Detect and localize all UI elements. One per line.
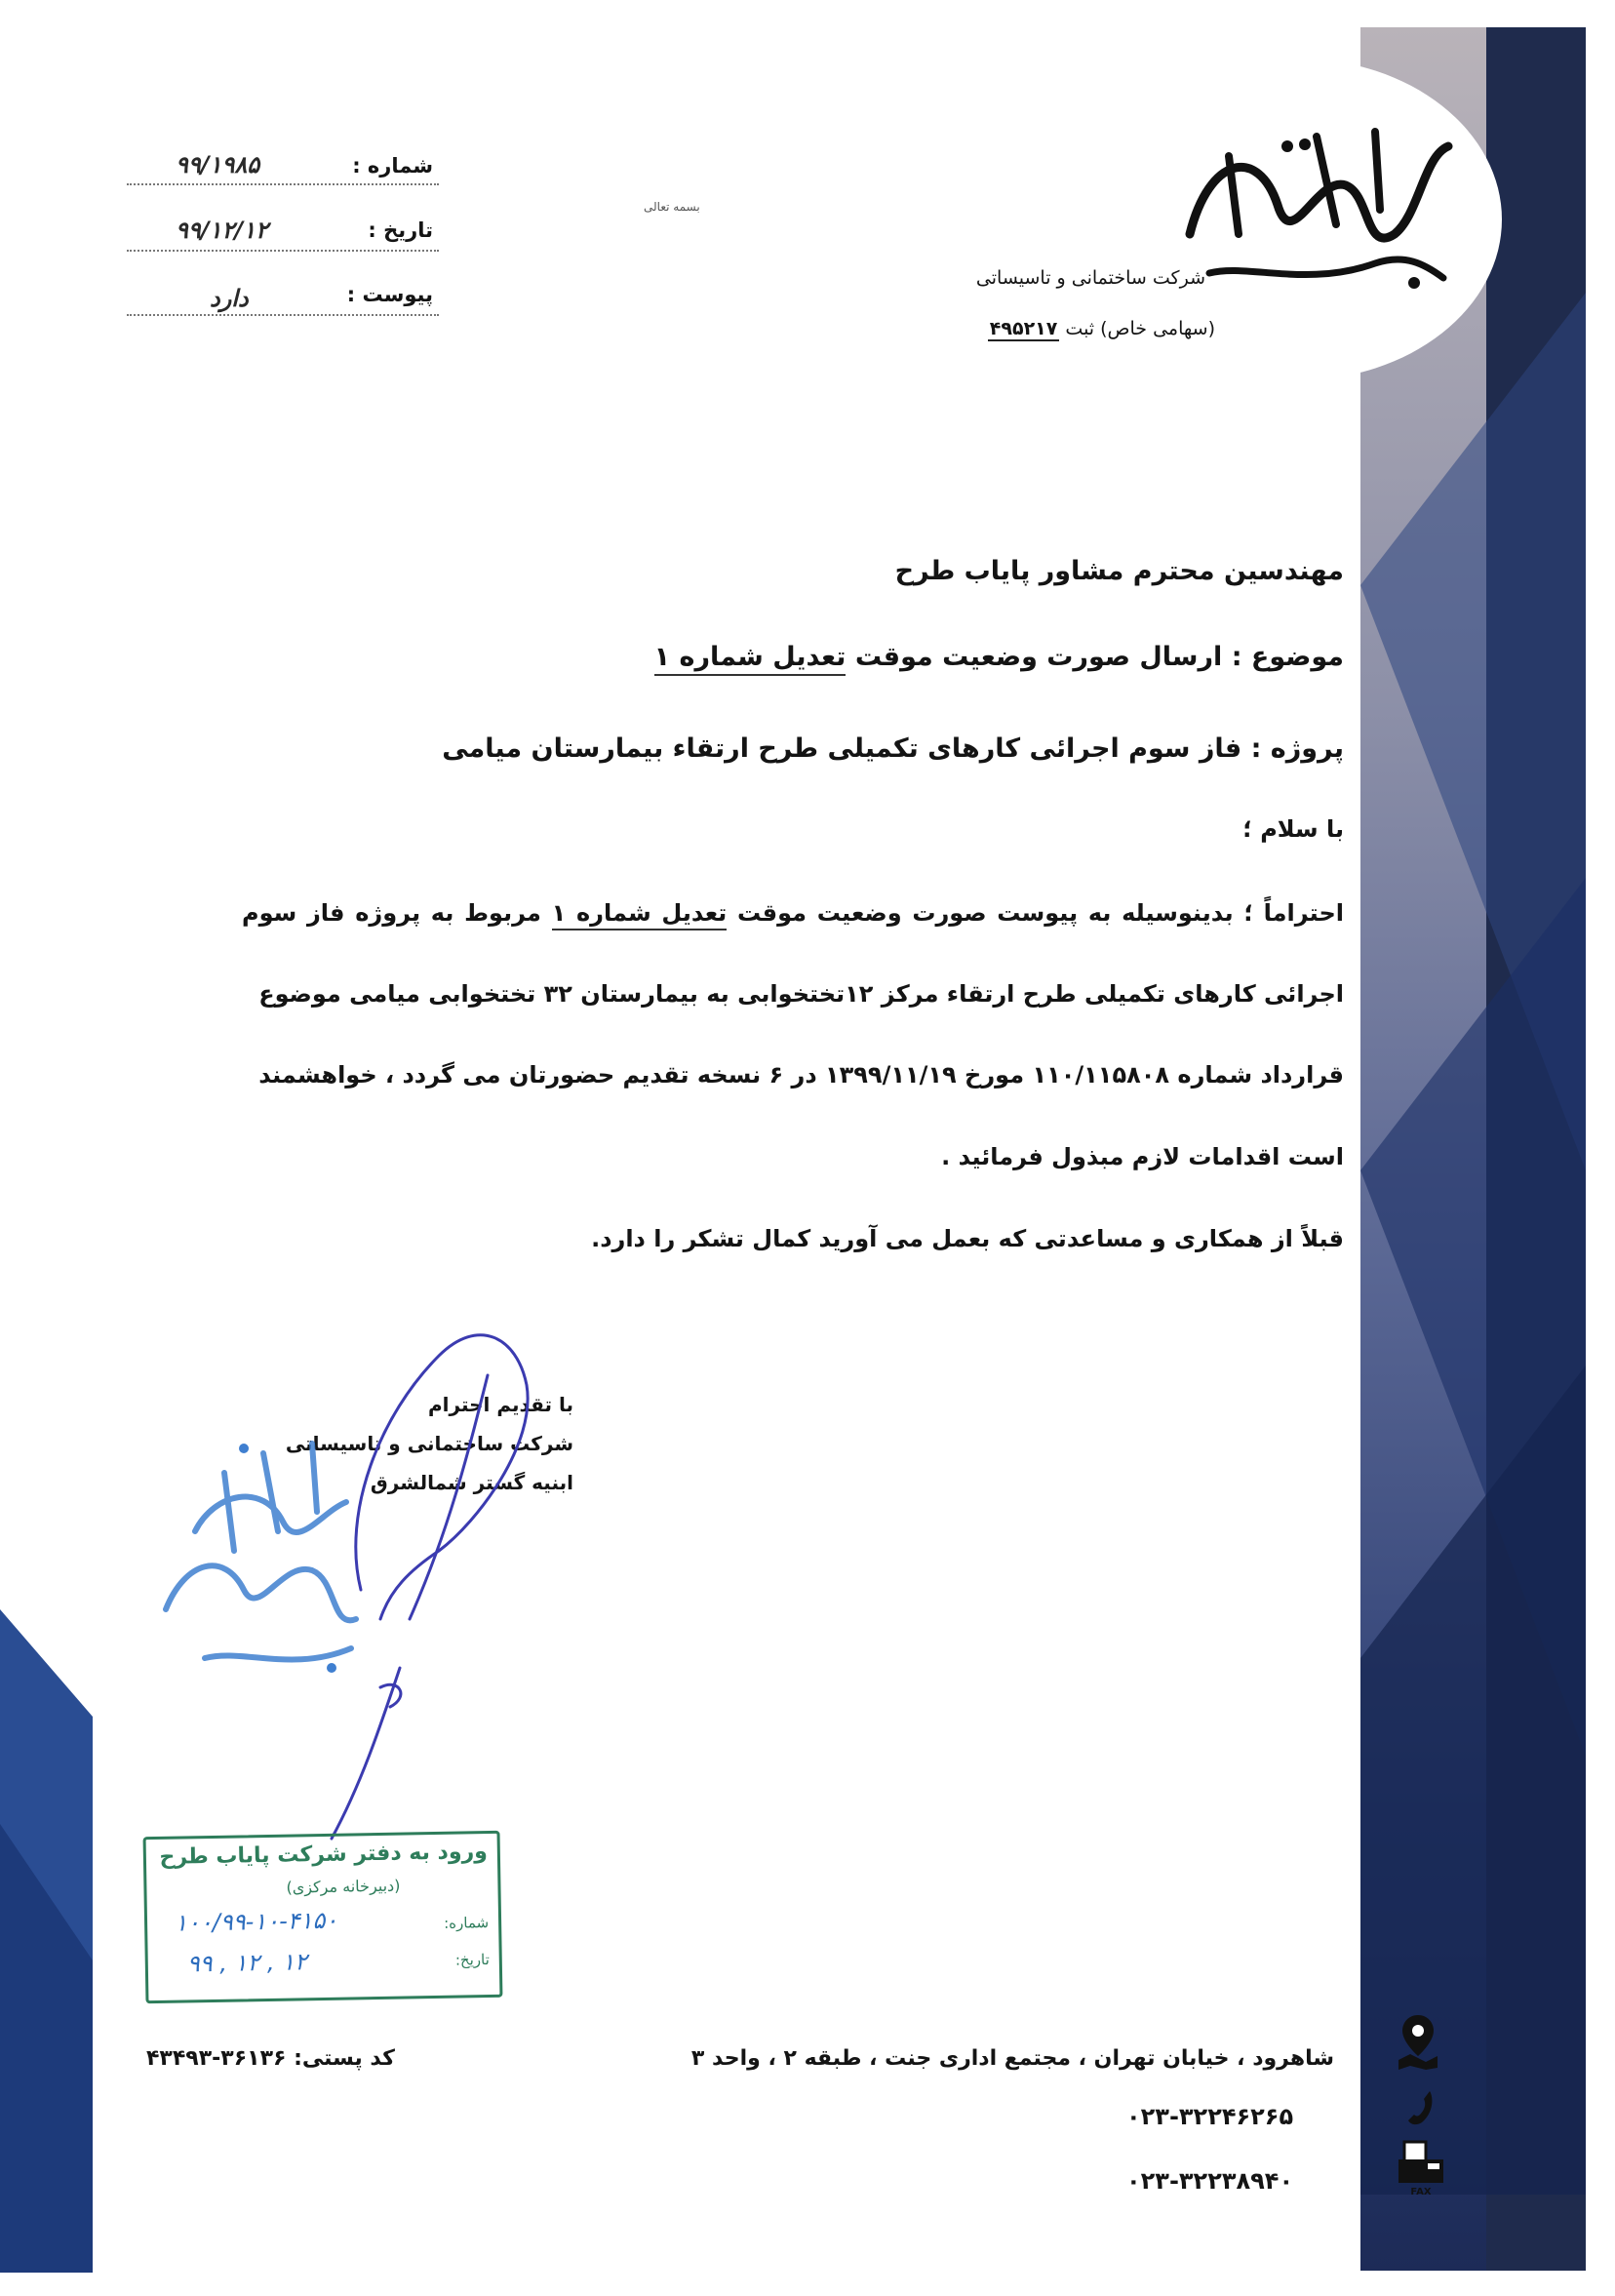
body-line-1-end: مربوط به پروژه فاز سوم	[242, 899, 541, 927]
company-logo	[1170, 117, 1463, 302]
signature-line-1: با تقدیم احترام	[428, 1393, 573, 1416]
received-stamp-number: ۱۰۰/۹۹-۱۰-۴۱۵۰	[174, 1906, 338, 1937]
received-stamp	[143, 1831, 503, 2003]
footer-postal	[146, 2046, 395, 2071]
recipient: مهندسین محترم مشاور پایاب طرح	[894, 556, 1344, 586]
decorative-band-facets	[1360, 293, 1586, 2195]
postal-value: ۳۶۱۳۶-۴۳۴۹۳	[146, 2046, 287, 2071]
phone-icon	[1404, 2087, 1439, 2130]
footer-phone: ۰۲۳-۳۲۲۴۶۲۶۵	[1126, 2103, 1294, 2130]
handwritten-signature	[322, 1297, 566, 1843]
date-label: تاریخ :	[368, 218, 433, 242]
received-stamp-subtitle: (دبیرخانه مرکزی)	[286, 1876, 401, 1897]
body-line-3: قرارداد شماره ۱۱۰/۱۱۵۸۰۸ مورخ ۱۳۹۹/۱۱/۱۹ در ۶ نسخه تقدیم حضورتان می گردد ، خواهشمند	[258, 1061, 1344, 1089]
attachment-label: پیوست :	[346, 283, 433, 306]
footer-fax: ۰۲۳-۳۲۲۳۸۹۴۰	[1126, 2167, 1294, 2195]
number-dotted-line	[127, 183, 439, 185]
besmellah: بسمه تعالی	[644, 200, 700, 214]
closing: قبلاً از همکاری و مساعدتی که بعمل می آورید کمال تشکر را دارد.	[591, 1225, 1344, 1252]
greeting: با سلام ؛	[1242, 815, 1344, 843]
fax-icon-label: FAX	[1410, 2187, 1432, 2197]
received-stamp-date: ۹۹ , ۱۲ , ۱۲	[186, 1948, 308, 1978]
fax-icon	[1395, 2138, 1447, 2197]
project-label: پروژه :	[1250, 733, 1344, 764]
received-stamp-title: ورود به دفتر شرکت پایاب طرح	[159, 1840, 489, 1870]
registration-prefix: (سهامی خاص) ثبت	[1065, 318, 1215, 339]
body-line-4: است اقدامات لازم مبذول فرمائید .	[941, 1143, 1344, 1170]
received-stamp-number-label: شماره:	[444, 1914, 490, 1932]
subject-label: موضوع :	[1231, 642, 1344, 672]
received-stamp-date-label: تاریخ:	[454, 1951, 490, 1969]
subject-line	[654, 642, 1344, 672]
subject-underlined: تعدیل شماره ۱	[654, 642, 847, 676]
company-type: شرکت ساختمانی و تاسیساتی	[975, 267, 1205, 289]
attachment-dotted-line	[127, 314, 439, 316]
number-value: ۹۹/۱۹۸۵	[176, 151, 260, 178]
body-line-1	[242, 899, 1344, 927]
date-value: ۹۹/۱۲/۱۲	[176, 217, 268, 244]
number-label: شماره :	[352, 154, 433, 178]
project-line	[442, 733, 1344, 764]
body-line-1-start: احتراماً ؛ بدینوسیله به پیوست صورت وضعیت موقت	[737, 899, 1344, 927]
footer-address: شاهرود ، خیابان تهران ، مجتمع اداری جنت ، طبقه ۲ ، واحد ۳	[690, 2046, 1334, 2071]
signature-line-3: ابنیه گستر شمالشرق	[370, 1471, 573, 1494]
body-line-2: اجرائی کارهای تکمیلی طرح ارتقاء مرکز ۱۲تختخوابی به بیمارستان ۳۲ تختخوابی میامی موضوع	[258, 980, 1344, 1008]
postal-label: کد پستی:	[294, 2046, 395, 2071]
registration-number: ۴۹۵۲۱۷	[989, 318, 1058, 339]
decorative-left-facet	[0, 1609, 93, 2273]
attachment-value: دارد	[210, 285, 249, 312]
registration-line	[988, 318, 1215, 339]
date-dotted-line	[127, 250, 439, 252]
subject-text: ارسال صورت وضعیت موقت	[854, 642, 1223, 672]
project-text: فاز سوم اجرائی کارهای تکمیلی طرح ارتقاء بیمارستان میامی	[442, 733, 1242, 764]
signature-line-2: شرکت ساختمانی و تاسیساتی	[285, 1432, 573, 1455]
location-pin-icon	[1397, 2011, 1439, 2070]
body-line-1-underlined: تعدیل شماره ۱	[552, 899, 728, 930]
